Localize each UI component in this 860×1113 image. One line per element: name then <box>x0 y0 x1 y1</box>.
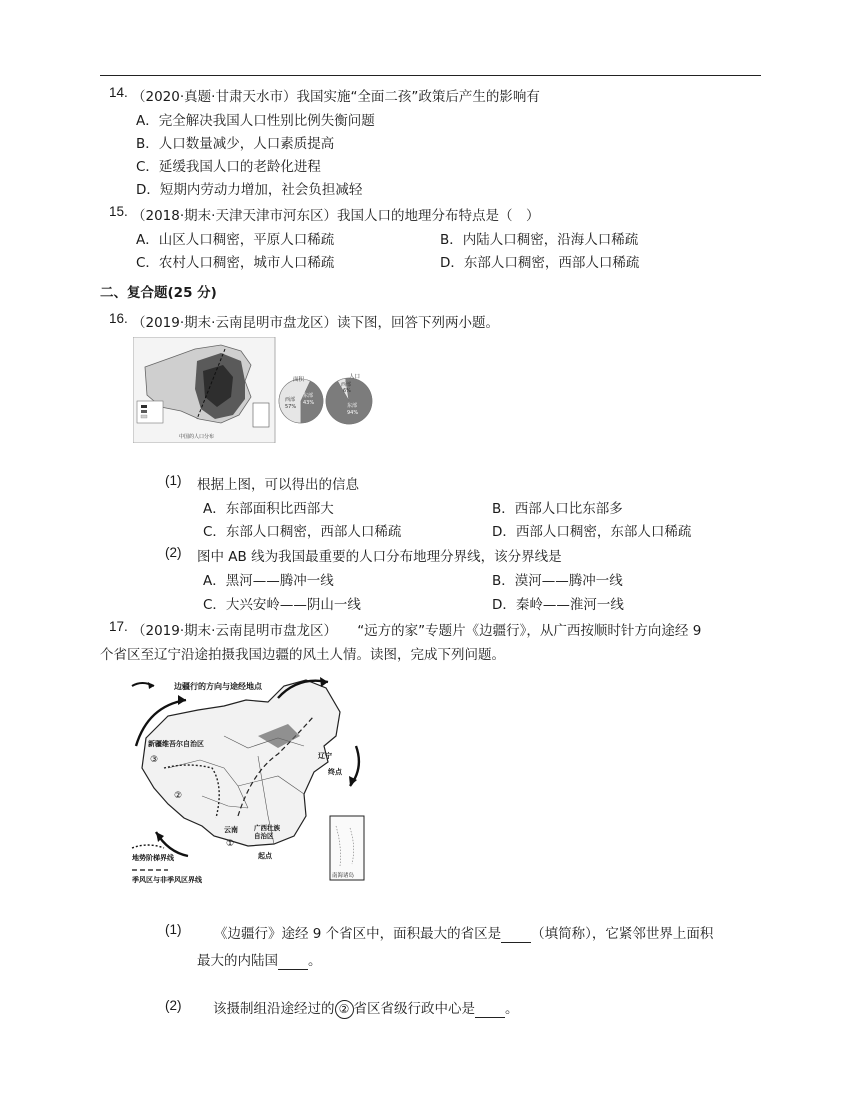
pie1-title: 面积 <box>293 377 305 383</box>
pie1-west-label: 西部 <box>285 397 296 403</box>
population-distribution-figure <box>133 337 375 443</box>
q16-sub1-option-b: B．西部人口比东部多 <box>492 501 623 517</box>
q17-sub1-text-c: 最大的内陆国 <box>197 953 278 969</box>
section-title: 二、复合题(25 分) <box>100 285 217 301</box>
label-xinjiang: 新疆维吾尔自治区 <box>148 740 204 748</box>
q17-sub1-text-d: 。 <box>308 953 322 969</box>
q17-sub1-number: (1) <box>165 922 182 937</box>
header-rule <box>100 75 761 76</box>
pie-chart-population <box>326 372 372 424</box>
q17-sub1-line2 <box>197 949 322 970</box>
q14-number: 14. <box>109 85 128 100</box>
q14-option-d: D．短期内劳动力增加，社会负担减轻 <box>136 182 363 198</box>
pie2-east-pct: 94% <box>347 410 359 416</box>
border-journey-map <box>128 676 368 886</box>
label-circle-2: ② <box>174 791 183 801</box>
q15-option-c: C．农村人口稠密，城市人口稀疏 <box>136 255 335 271</box>
pie1-west-pct: 57% <box>285 404 297 410</box>
q17-sub2-text-b: 省区省级行政中心是 <box>353 1001 475 1017</box>
q16-sub2-option-c: C．大兴安岭——阴山一线 <box>203 597 361 613</box>
q15-option-b: B．内陆人口稠密，沿海人口稀疏 <box>440 232 639 248</box>
answer-blank-1[interactable] <box>501 926 531 943</box>
q15-option-d: D．东部人口稠密，西部人口稀疏 <box>440 255 640 271</box>
q17-sub2-number: (2) <box>165 998 182 1013</box>
pie-chart-area <box>279 375 323 423</box>
inset-label: 南海诸岛 <box>332 873 355 879</box>
pie2-title: 人口 <box>349 374 361 380</box>
south-sea-inset <box>253 403 269 427</box>
pie1-east-pct: 43% <box>303 400 315 406</box>
pie2-east-label: 东部 <box>347 403 358 409</box>
circled-number-2: ② <box>335 1000 354 1019</box>
q17-stem-line2: 个省区至辽宁沿途拍摄我国边疆的风土人情。读图，完成下列问题。 <box>100 647 505 663</box>
q16-sub2-stem: 图中 AB 线为我国最重要的人口分布地理分界线，该分界线是 <box>197 549 562 565</box>
legend-title: 边疆行的方向与途经地点 <box>174 682 262 691</box>
label-liaoning: 辽宁 <box>318 752 332 760</box>
label-circle-1: ① <box>226 839 235 849</box>
q16-sub2-option-d: D．秦岭——淮河一线 <box>492 597 624 613</box>
q14-option-a: A．完全解决我国人口性别比例失衡问题 <box>136 113 375 129</box>
label-yunnan: 云南 <box>224 826 238 834</box>
label-circle-3: ③ <box>150 755 159 765</box>
pie1-east-label: 东部 <box>303 393 314 399</box>
label-end: 终点 <box>328 768 342 776</box>
q17-sub1-line1 <box>197 922 713 943</box>
q16-sub2-option-b: B．漠河——腾冲一线 <box>492 573 623 589</box>
q15-stem: （2018·期末·天津天津市河东区）我国人口的地理分布特点是（ ） <box>132 208 540 224</box>
pie2-west-pct: 6% <box>343 388 351 394</box>
q17-sub2-line <box>213 997 519 1019</box>
q17-stem-line1: （2019·期末·云南昆明市盘龙区） “远方的家”专题片《边疆行》，从广西按顺时针方向途经 9 <box>132 623 702 639</box>
pie2-west-label: 西部 <box>341 382 352 388</box>
q17-number: 17. <box>109 619 128 634</box>
south-sea-inset <box>330 816 364 880</box>
answer-blank-2[interactable] <box>278 953 308 970</box>
q16-sub1-number: (1) <box>165 473 182 488</box>
q16-number: 16. <box>109 311 128 326</box>
q16-sub2-number: (2) <box>165 545 182 560</box>
q16-stem: （2019·期末·云南昆明市盘龙区）读下图，回答下列两小题。 <box>132 315 499 331</box>
q16-sub1-option-a: A．东部面积比西部大 <box>203 501 334 517</box>
q17-sub2-text-c: 。 <box>505 1001 519 1017</box>
q16-sub1-option-c: C．东部人口稠密，西部人口稀疏 <box>203 524 402 540</box>
legend-monsoon: 季风区与非季风区界线 <box>132 876 202 884</box>
q14-stem: （2020·真题·甘肃天水市）我国实施“全面二孩”政策后产生的影响有 <box>132 89 540 105</box>
q17-sub1-text-a: 《边疆行》途经 9 个省区中，面积最大的省区是 <box>214 926 502 942</box>
q17-sub1-text-b: （填简称），它紧邻世界上面积 <box>531 926 714 942</box>
q16-sub1-stem: 根据上图，可以得出的信息 <box>197 477 359 493</box>
label-start: 起点 <box>258 852 272 860</box>
map-legend <box>137 401 163 423</box>
map-caption: 中国的人口分布 <box>179 434 215 440</box>
legend-terrain: 地势阶梯界线 <box>132 854 174 862</box>
q14-option-b: B．人口数量减少，人口素质提高 <box>136 136 335 152</box>
q16-sub2-option-a: A．黑河——腾冲一线 <box>203 573 334 589</box>
q14-option-c: C．延缓我国人口的老龄化进程 <box>136 159 321 175</box>
answer-blank-3[interactable] <box>475 1001 505 1018</box>
q17-sub2-text-a: 该摄制组沿途经过的 <box>213 1001 335 1017</box>
q15-number: 15. <box>109 204 128 219</box>
q16-sub1-option-d: D．西部人口稠密，东部人口稀疏 <box>492 524 692 540</box>
label-guangxi-box <box>254 824 284 854</box>
q15-option-a: A．山区人口稠密，平原人口稀疏 <box>136 232 335 248</box>
label-guangxi: 广西壮族自治区 <box>254 824 280 840</box>
